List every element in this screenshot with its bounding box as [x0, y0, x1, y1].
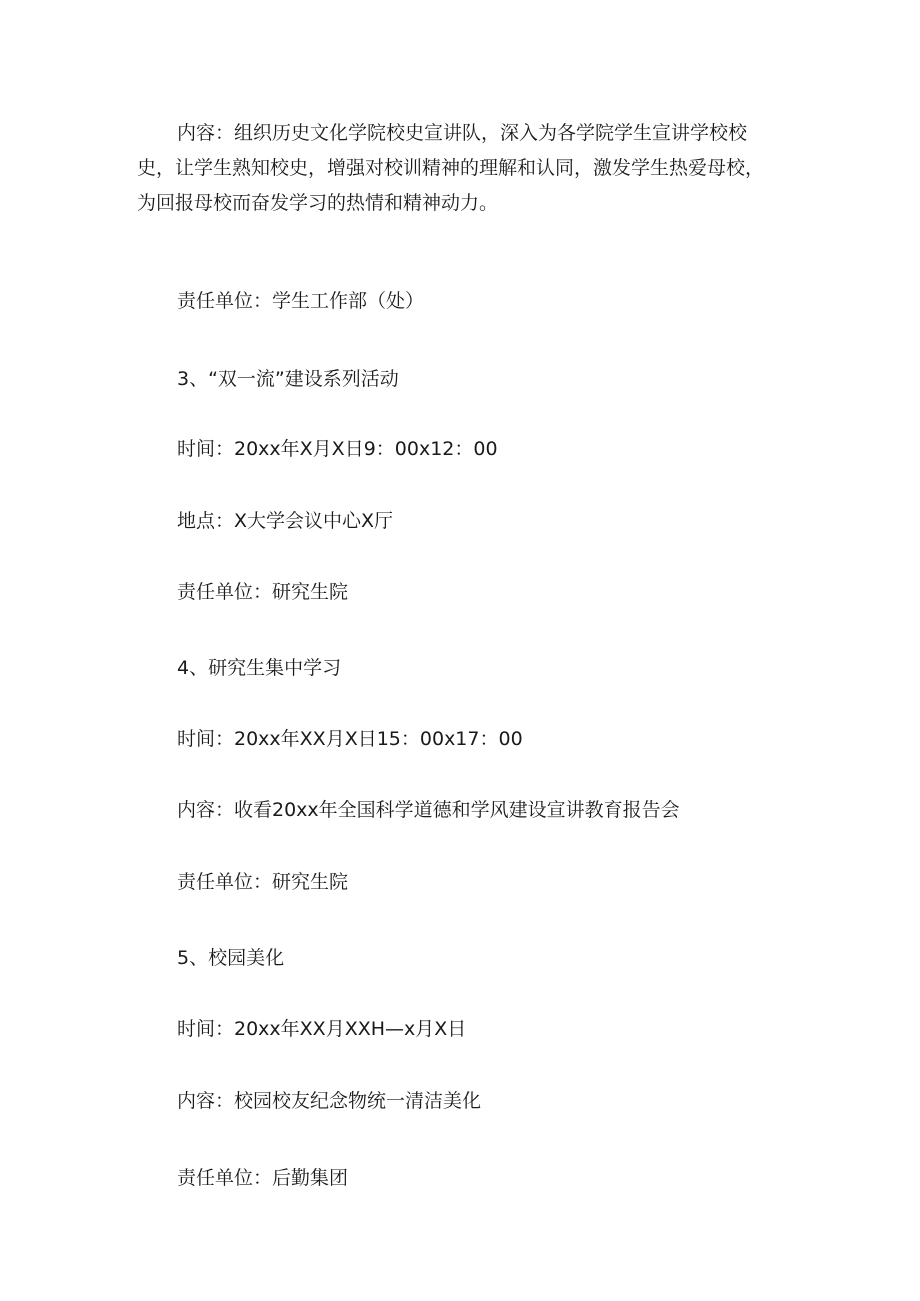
section-heading-5: 5、校园美化: [177, 947, 285, 969]
content-line: 内容：校园校友纪念物统一清洁美化: [177, 1090, 482, 1112]
content-line: 内容：收看20xx年全国科学道德和学风建设宣讲教育报告会: [177, 799, 680, 821]
location-line: 地点：X大学会议中心X厅: [177, 510, 394, 532]
responsible-unit-line: 责任单位：后勤集团: [177, 1167, 349, 1189]
responsible-unit-line: 责任单位：研究生院: [177, 871, 349, 893]
time-line: 时间：20xx年X月X日9：00x12：00: [177, 438, 498, 460]
section-heading-3: 3、“双一流”建设系列活动: [177, 368, 399, 390]
responsible-unit-line: 责任单位：学生工作部（处）: [177, 290, 425, 312]
activity-content-paragraph: 内容：组织历史文化学院校史宣讲队，深入为各学院学生宣讲学校校史，让学生熟知校史，增强对校训精神的理解和认同，激发学生热爱母校，为回报母校而奋发学习的热情和精神动力。: [137, 122, 765, 214]
time-line: 时间：20xx年XX月XXH—x月X日: [177, 1018, 467, 1040]
time-line: 时间：20xx年XX月X日15：00x17：00: [177, 728, 523, 750]
section-heading-4: 4、研究生集中学习: [177, 657, 342, 679]
responsible-unit-line: 责任单位：研究生院: [177, 581, 349, 603]
